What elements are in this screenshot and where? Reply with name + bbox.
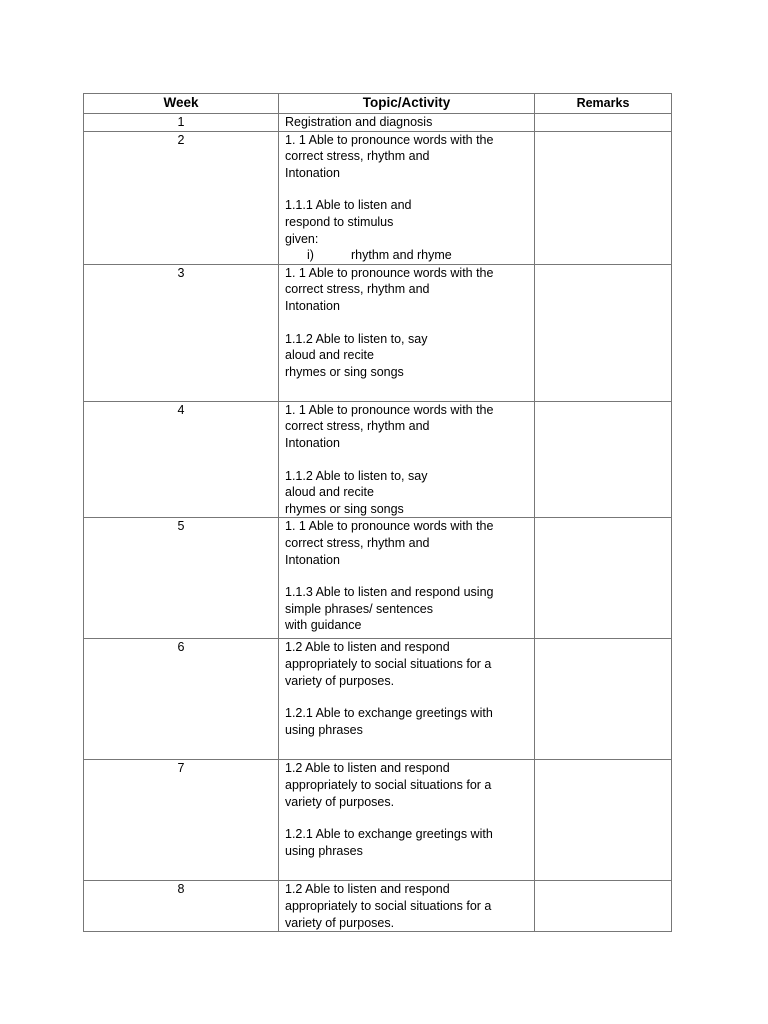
topic-line: 1.1.1 Able to listen and xyxy=(285,198,412,213)
topic-cell xyxy=(279,114,535,132)
topic-line: rhymes or sing songs xyxy=(285,364,404,379)
topic-line: 1.1.2 Able to listen to, say xyxy=(285,331,428,346)
topic-line: 1.1.2 Able to listen to, say xyxy=(285,468,428,483)
topic-cell xyxy=(279,639,535,760)
topic-line: correct stress, rhythm and xyxy=(285,535,430,550)
topic-cell xyxy=(279,518,535,639)
spacer xyxy=(285,315,528,331)
sub-item-text: rhythm and rhyme xyxy=(351,248,452,263)
topic-line: correct stress, rhythm and xyxy=(285,149,430,164)
topic-line: correct stress, rhythm and xyxy=(285,282,430,297)
table-row xyxy=(84,264,672,401)
topic-line: aloud and recite xyxy=(285,485,374,500)
topic-line: 1.2.1 Able to exchange greetings with xyxy=(285,827,493,842)
week-cell: 7 xyxy=(84,760,279,881)
remarks-cell xyxy=(535,264,672,401)
topic-line: correct stress, rhythm and xyxy=(285,419,430,434)
spacer xyxy=(285,689,528,705)
topic-line: Intonation xyxy=(285,298,340,313)
topic-line: 1. 1 Able to pronounce words with the xyxy=(285,265,494,280)
remarks-header: Remarks xyxy=(535,94,672,114)
topic-sub-item xyxy=(285,247,528,264)
spacer xyxy=(285,452,528,468)
topic-line: 1. 1 Able to pronounce words with the xyxy=(285,519,494,534)
week-cell: 6 xyxy=(84,639,279,760)
week-cell: 4 xyxy=(84,401,279,518)
remarks-cell xyxy=(535,518,672,639)
topic-line: Intonation xyxy=(285,552,340,567)
topic-line: respond to stimulus xyxy=(285,214,394,229)
table-row xyxy=(84,114,672,132)
table-row xyxy=(84,760,672,881)
topic-line: variety of purposes. xyxy=(285,794,395,809)
topic-line: appropriately to social situations for a xyxy=(285,777,492,792)
table-header-row xyxy=(84,94,672,114)
remarks-cell xyxy=(535,881,672,932)
remarks-cell xyxy=(535,131,672,264)
topic-line: 1.1.3 Able to listen and respond using xyxy=(285,585,494,600)
week-cell: 2 xyxy=(84,131,279,264)
table-row xyxy=(84,401,672,518)
topic-line: aloud and recite xyxy=(285,348,374,363)
remarks-cell xyxy=(535,401,672,518)
topic-line: appropriately to social situations for a xyxy=(285,656,492,671)
table-row xyxy=(84,518,672,639)
topic-line: variety of purposes. xyxy=(285,915,395,930)
topic-line: with guidance xyxy=(285,618,362,633)
week-header: Week xyxy=(84,94,279,114)
topic-line: appropriately to social situations for a xyxy=(285,898,492,913)
topic-line: Registration and diagnosis xyxy=(285,115,433,129)
topic-line: variety of purposes. xyxy=(285,673,395,688)
remarks-cell xyxy=(535,760,672,881)
topic-line: 1.2 Able to listen and respond xyxy=(285,882,450,897)
topic-cell xyxy=(279,760,535,881)
table-row xyxy=(84,639,672,760)
topic-activity-header: Topic/Activity xyxy=(279,94,535,114)
topic-line: 1. 1 Able to pronounce words with the xyxy=(285,402,494,417)
topic-cell xyxy=(279,264,535,401)
topic-line: using phrases xyxy=(285,722,363,737)
topic-line: simple phrases/ sentences xyxy=(285,601,433,616)
spacer xyxy=(285,810,528,826)
spacer xyxy=(285,181,528,197)
topic-cell xyxy=(279,401,535,518)
spacer xyxy=(285,568,528,584)
topic-line: 1. 1 Able to pronounce words with the xyxy=(285,132,494,147)
topic-cell xyxy=(279,131,535,264)
remarks-cell xyxy=(535,114,672,132)
topic-line: 1.2.1 Able to exchange greetings with xyxy=(285,706,493,721)
lesson-plan-table xyxy=(83,93,672,932)
topic-line: using phrases xyxy=(285,843,363,858)
week-cell: 1 xyxy=(84,114,279,132)
week-cell: 8 xyxy=(84,881,279,932)
topic-line: Intonation xyxy=(285,165,340,180)
topic-line: 1.2 Able to listen and respond xyxy=(285,640,450,655)
topic-line: given: xyxy=(285,231,319,246)
topic-line: rhymes or sing songs xyxy=(285,501,404,516)
remarks-cell xyxy=(535,639,672,760)
table-row xyxy=(84,131,672,264)
sub-item-number: i) xyxy=(307,248,314,263)
week-cell: 5 xyxy=(84,518,279,639)
week-cell: 3 xyxy=(84,264,279,401)
topic-line: 1.2 Able to listen and respond xyxy=(285,761,450,776)
topic-line: Intonation xyxy=(285,435,340,450)
topic-cell xyxy=(279,881,535,932)
table-row xyxy=(84,881,672,932)
